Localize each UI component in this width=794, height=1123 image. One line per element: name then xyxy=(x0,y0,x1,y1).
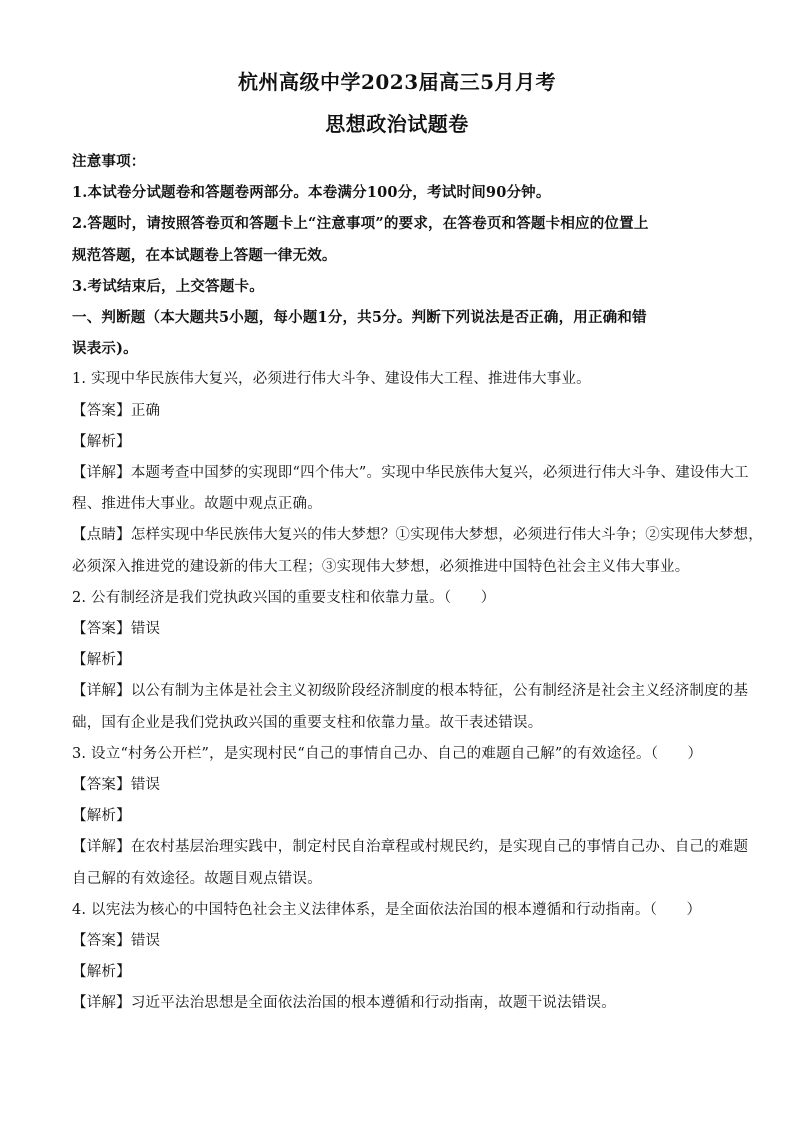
answer-value: 错误 xyxy=(130,777,161,794)
notice-item-2-line-2: 规范答题，在本试题卷上答题一律无效。 xyxy=(72,246,337,264)
detail-line xyxy=(72,832,749,863)
answer-value: 正确 xyxy=(130,402,161,419)
notice-item-3: 3.考试结束后，上交答题卡。 xyxy=(72,277,264,295)
analysis-label: 【解析】 xyxy=(72,433,131,450)
answer-label: 【答案】 xyxy=(72,402,131,419)
detail-line xyxy=(72,458,749,489)
question-block xyxy=(72,895,722,1020)
notice-item-1: 1.本试卷分试题卷和答题卷两部分。本卷满分100分，考试时间90分钟。 xyxy=(72,184,551,202)
analysis-label: 【解析】 xyxy=(72,964,131,981)
answer-line xyxy=(72,926,722,957)
question-block xyxy=(72,739,749,895)
notice-item-2-line-1: 2.答题时，请按照答卷页和答题卡上“注意事项”的要求，在答卷页和答题卡相应的位置上 xyxy=(72,215,649,233)
answer-line xyxy=(72,614,722,645)
section-heading-line-2: 误表示)。 xyxy=(72,340,138,358)
detail-text: 本题考查中国梦的实现即“四个伟大”。实现中华民族伟大复兴，必须进行伟大斗争、建设伟大工 xyxy=(130,465,749,482)
detail-text-continued: 自己解的有效途径。故题目观点错误。 xyxy=(72,870,322,887)
detail-label: 【详解】 xyxy=(72,465,131,482)
detail-text: 在农村基层治理实践中，制定村民自治章程或村规民约，是实现自己的事情自己办、自己的难题 xyxy=(130,839,749,856)
tip-text-continued: 必须深入推进党的建设新的伟大工程；③实现伟大梦想，必须推进中国特色社会主义伟大事业。 xyxy=(72,558,690,575)
question-stem: 2. 公有制经济是我们党执政兴国的重要支柱和依靠力量。（ ） xyxy=(72,589,496,606)
detail-line xyxy=(72,988,722,1019)
question-stem: 4. 以宪法为核心的中国特色社会主义法律体系，是全面依法治国的根本遵循和行动指南。（ ） xyxy=(72,901,702,918)
tip-label: 【点睛】 xyxy=(72,527,131,544)
detail-label: 【详解】 xyxy=(72,683,131,700)
notice-heading: 注意事项： xyxy=(72,153,146,170)
exam-title: 杭州高级中学2023届高三5月月考 xyxy=(237,70,557,94)
answer-label: 【答案】 xyxy=(72,933,131,950)
detail-text-continued: 程、推进伟大事业。故题中观点正确。 xyxy=(72,496,322,513)
answer-label: 【答案】 xyxy=(72,777,131,794)
detail-text: 以公有制为主体是社会主义初级阶段经济制度的根本特征，公有制经济是社会主义经济制度的基 xyxy=(130,683,749,700)
analysis-label: 【解析】 xyxy=(72,808,131,825)
answer-label: 【答案】 xyxy=(72,621,131,638)
detail-text: 习近平法治思想是全面依法治国的根本遵循和行动指南，故题干说法错误。 xyxy=(130,995,616,1012)
question-stem: 1. 实现中华民族伟大复兴，必须进行伟大斗争、建设伟大工程、推进伟大事业。 xyxy=(72,371,591,388)
detail-label: 【详解】 xyxy=(72,839,131,856)
tip-text: 怎样实现中华民族伟大复兴的伟大梦想？①实现伟大梦想，必须进行伟大斗争；②实现伟大梦想， xyxy=(130,527,763,544)
answer-value: 错误 xyxy=(130,621,161,638)
section-heading-line-1: 一、判断题（本大题共5小题，每小题1分，共5分。判断下列说法是否正确，用正确和错 xyxy=(72,309,647,327)
tip-line xyxy=(72,520,763,551)
exam-content xyxy=(72,146,763,1020)
question-stem: 3. 设立“村务公开栏”，是实现村民“自己的事情自己办、自己的难题自己解”的有效途径。（ ） xyxy=(72,745,703,762)
answer-line xyxy=(72,770,722,801)
question-block xyxy=(72,364,763,582)
detail-line xyxy=(72,676,749,707)
question-block xyxy=(72,583,749,739)
exam-subtitle: 思想政治试题卷 xyxy=(325,112,469,136)
analysis-label: 【解析】 xyxy=(72,652,131,669)
answer-line xyxy=(72,396,722,427)
answer-value: 错误 xyxy=(130,933,161,950)
detail-text-continued: 础，国有企业是我们党执政兴国的重要支柱和依靠力量。故干表述错误。 xyxy=(72,714,543,731)
detail-label: 【详解】 xyxy=(72,995,131,1012)
